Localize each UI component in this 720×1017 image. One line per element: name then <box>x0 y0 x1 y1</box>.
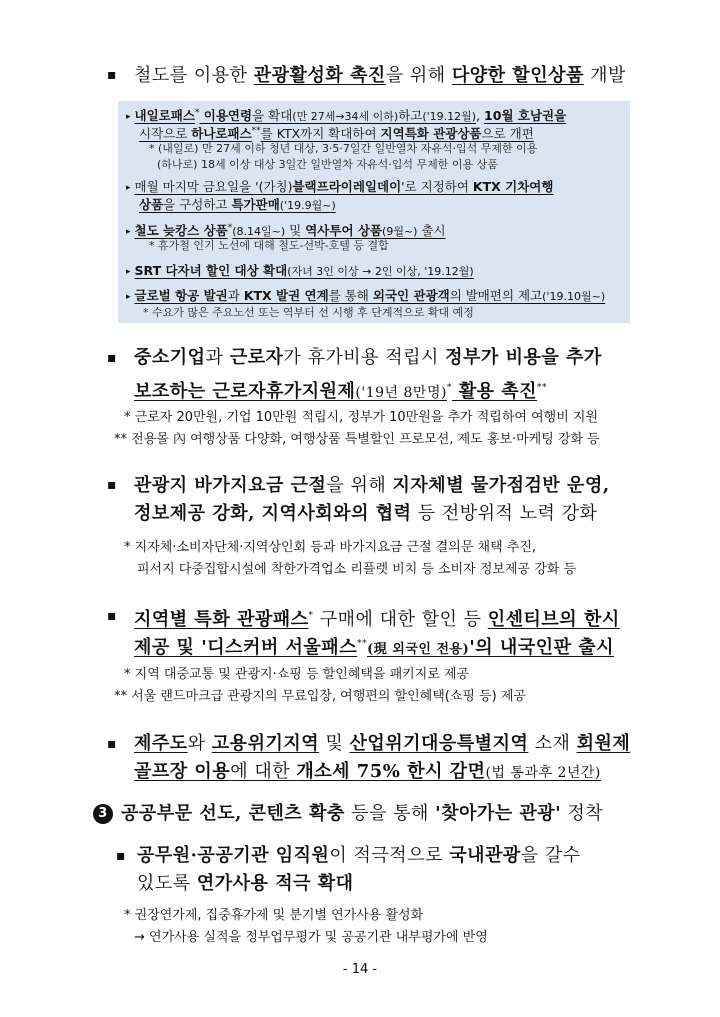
text: 시작으로 <box>139 126 192 142</box>
section4-note-1: * 지역 대중교통 및 관광지·쇼핑 등 할인혜택을 패키지로 제공 <box>124 667 470 682</box>
text: 특가판매 <box>231 197 280 212</box>
section2-note-2: ** 전용몰 內 여행상품 다양화, 여행상품 특별할인 프로모션, 제도 홍보·마케팅 강화 등 <box>114 432 600 447</box>
text: 을 확대 <box>252 108 293 124</box>
arrow-icon: ▸ <box>126 183 131 193</box>
text: , <box>476 108 485 124</box>
section6-line1 <box>137 841 581 871</box>
text: ('19.9월~) <box>279 199 336 212</box>
text: '의 내국인판 출시 <box>469 637 615 658</box>
text: 산업위기대응특별지역 <box>349 733 529 754</box>
s1-text: 을 위해 <box>385 65 452 86</box>
section1-heading <box>134 61 626 91</box>
text: 10월 호남권을 <box>484 108 567 124</box>
text: 에 대한 <box>230 761 297 782</box>
text: 연가사용 적극 확대 <box>196 873 354 894</box>
section3-note-1: * 지자체·소비자단체·지역상인회 등과 바가지요금 근절 결의문 채택 추진, <box>124 540 537 555</box>
section4-note-2: ** 서울 랜드마크급 관광지의 무료입장, 여행편의 할인혜택(쇼핑 등) 제공 <box>114 689 526 704</box>
text: (9월~) <box>382 225 418 239</box>
text: 을 구성하고 <box>163 197 232 212</box>
text: 인센티브의 한시 <box>487 609 620 630</box>
text: 관광지 바가지요금 근절 <box>134 475 327 496</box>
text: 의 발매편의 제고 <box>449 288 543 303</box>
s1-emph: 다양한 할인상품 <box>451 65 584 86</box>
arrow-icon: ▸ <box>126 112 131 123</box>
text: 블랙프라이레일데이 <box>292 179 402 194</box>
text: 을 갈수 <box>520 845 581 866</box>
section3-note-2: 피서지 다중집합시설에 착한가격업소 리플렛 비치 등 소비자 정보제공 강화 등 <box>137 562 577 577</box>
subheading-3 <box>93 799 603 829</box>
box-item-2-line1 <box>126 178 553 197</box>
section3-line2 <box>134 499 597 529</box>
box-item-5 <box>126 287 605 306</box>
text: 정보제공 강화, 지역사회와의 협력 <box>134 503 412 524</box>
text: 역사투어 상품 <box>305 223 383 239</box>
text: 를 통해 <box>328 288 373 303</box>
text: 공무원·공공기관 임직원 <box>137 845 330 866</box>
text: (자녀 3인 이상 → 2인 이상, '19.12월) <box>287 265 474 278</box>
text: 철도 늦캉스 상품 <box>134 223 228 239</box>
s1-text: 철도를 이용한 <box>134 65 254 86</box>
text: 하고 <box>398 108 423 124</box>
text: 와 <box>187 733 212 754</box>
box-item-1-line2 <box>139 122 534 143</box>
footnote-mark: * <box>227 223 233 233</box>
section6-note-1: * 권장연가제, 집중휴가제 및 분기별 연가사용 활성화 <box>124 908 424 923</box>
text: 출시 <box>417 223 446 239</box>
box-item-4 <box>126 262 474 281</box>
text: (만 27세→34세 이하) <box>292 110 399 124</box>
section2-note-1: * 근로자 20만원, 기업 10만원 적립시, 정부가 10만원을 추가 적립하여 여행비 지원 <box>124 410 599 425</box>
text: 구매에 대한 할인 등 <box>313 609 488 630</box>
section5-line1 <box>134 729 630 759</box>
text: 가 휴가비용 적립시 <box>283 347 446 368</box>
text: SRT 다자녀 할인 대상 확대 <box>134 263 288 278</box>
text: 국내관광 <box>449 845 521 866</box>
text: 과 <box>227 288 244 303</box>
text: 지자체별 물가점검반 운영, <box>392 475 610 496</box>
text: (8.14일~) <box>232 225 286 239</box>
text: 매월 마지막 금요일을 '(가칭) <box>134 179 293 194</box>
text: (법 통과후 2년간) <box>485 765 601 781</box>
section4-bullet: ▪ <box>107 608 117 624</box>
text: 지역특화 관광상품 <box>380 126 482 142</box>
text: 있도록 <box>137 873 197 894</box>
arrow-icon: ▸ <box>126 292 131 302</box>
arrow-icon: ▸ <box>126 267 131 277</box>
section3-bullet: ▪ <box>107 477 117 493</box>
footnote-mark: ** <box>357 639 368 649</box>
text: KTX 발권 연계 <box>243 288 329 303</box>
section6-line2 <box>137 869 354 899</box>
box-note-4: * 수요가 많은 주요노선 또는 역부터 선 시행 후 단계적으로 확대 예정 <box>143 306 474 319</box>
text: 중소기업 <box>134 347 206 368</box>
text: 지역별 특화 관광패스 <box>134 609 309 630</box>
text: KTX 기차여행 <box>472 179 554 194</box>
text: 정부가 비용을 추가 <box>445 347 602 368</box>
text: 및 <box>319 733 350 754</box>
section1-bullet: ▪ <box>107 67 117 83</box>
section4-line2 <box>134 629 614 665</box>
text: 회원제 <box>576 733 631 754</box>
text: 소재 <box>528 733 577 754</box>
text: 활용 촉진 <box>451 381 538 402</box>
section6-bullet: ▪ <box>116 848 126 864</box>
text: '찾아가는 관광' <box>435 803 562 824</box>
text: 을 위해 <box>326 475 393 496</box>
text: '디스커버 서울패스 <box>201 637 358 658</box>
box-note-1: * (내일로) 만 27세 이하 청년 대상, 3·5·7일간 일반열차 자유석·입석 무제한 이용 <box>149 142 538 155</box>
text: ('19.10월~) <box>542 290 606 303</box>
s1-text: 개발 <box>583 65 626 86</box>
text: 개소세 75% 한시 감면 <box>296 761 486 782</box>
text: 고용위기지역 <box>211 733 320 754</box>
s1-emph: 관광활성화 촉진 <box>253 65 386 86</box>
text: 근로자 <box>229 347 284 368</box>
box-note-3: * 휴가철 인기 노선에 대해 철도-선박-호텔 등 결합 <box>149 239 389 252</box>
page-number: - 14 - <box>342 962 378 977</box>
footnote-mark: ** <box>537 383 548 393</box>
text: 으로 개편 <box>481 126 534 142</box>
text: ('19.12월) <box>422 110 477 124</box>
text: '로 지정하여 <box>401 179 473 194</box>
section2-bullet: ▪ <box>107 350 117 366</box>
section2-line2 <box>134 373 547 408</box>
footnote-mark: * <box>194 108 200 118</box>
text: 글로벌 항공 발권 <box>134 288 228 303</box>
text: (現 외국인 전용) <box>367 642 470 657</box>
text: 공공부문 선도, 콘텐츠 확충 <box>121 803 345 824</box>
arrow-icon: ▸ <box>126 227 131 238</box>
section3-line1 <box>134 471 610 501</box>
text: 내일로패스 <box>134 108 195 124</box>
text: 정착 <box>561 803 604 824</box>
text: 보조하는 근로자휴가지원제 <box>134 381 356 402</box>
section5-bullet: ▪ <box>107 736 117 752</box>
footnote-mark: ** <box>251 126 261 136</box>
footnote-mark: * <box>308 611 314 621</box>
text: 를 KTX까지 확대하여 <box>260 126 381 142</box>
text: 및 <box>285 223 306 239</box>
box-note-2: (하나로) 18세 이상 대상 3일간 일반열차 자유석·입석 무제한 이용 상품 <box>157 158 498 171</box>
section2-line1 <box>134 343 602 373</box>
text: 상품 <box>139 197 164 212</box>
text: 이용연령 <box>199 108 253 124</box>
text: 제주도 <box>134 733 188 754</box>
text: 등을 통해 <box>344 803 436 824</box>
section5-line2 <box>134 757 601 788</box>
box-item-2-line2 <box>139 196 336 215</box>
text: ('19년 8만명) <box>355 385 447 401</box>
footnote-mark: * <box>446 383 452 393</box>
text: 골프장 이용 <box>134 761 231 782</box>
text: 등 전방위적 노력 강화 <box>411 503 598 524</box>
number-3-badge: 3 <box>93 804 113 824</box>
text: 하나로패스 <box>191 126 252 142</box>
section6-note-2: → 연가사용 실적을 정부업무평가 및 공공기관 내부평가에 반영 <box>134 930 488 945</box>
text: 외국인 관광객 <box>372 288 450 303</box>
text: 과 <box>205 347 230 368</box>
text: 제공 및 <box>134 637 202 658</box>
text: 이 적극적으로 <box>329 845 450 866</box>
